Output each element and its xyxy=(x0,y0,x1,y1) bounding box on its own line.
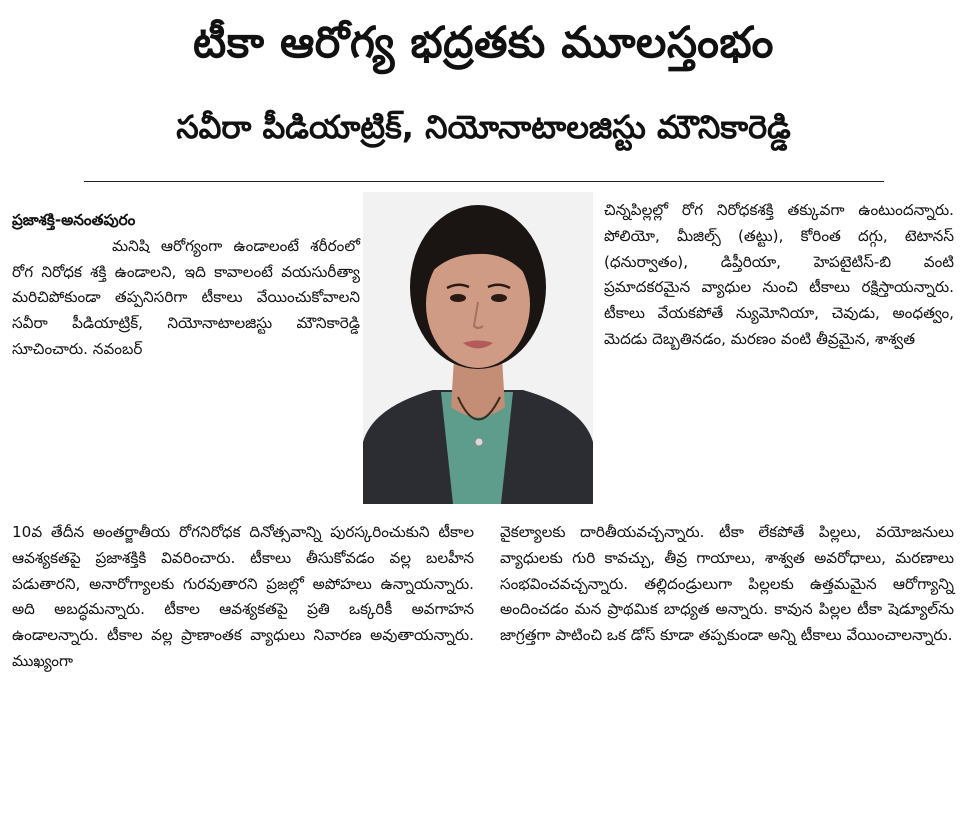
headline-divider xyxy=(84,181,884,182)
article-paragraph-right-top: చిన్నపిల్లల్లో రోగ నిరోధకశక్తి తక్కువగా ఉంటుందన్నారు. పోలియో, మీజిల్స్ (తట్టు), కోరింత దగ్గు, టెటానస్ (ధనుర్వాతం), డిప్తీరియా, హెపటైటిస్-బి వంటి ప్రమాదకరమైన వ్యాధుల నుంచి టీకాలు రక్షిస్తాయన్నారు. టీకాలు వేయకపోతే న్యుమోనియా, చెవుడు, అంధత్వం, మెదడు దెబ్బతినడం, మరణం వంటి తీవ్రమైన, శాశ్వత xyxy=(604,201,954,348)
doctor-portrait-photo xyxy=(363,192,593,504)
article-headline: టీకా ఆరోగ్య భద్రతకు మూలస్తంభం xyxy=(193,18,774,68)
article-column-left-top xyxy=(12,208,360,363)
article-column-right-top xyxy=(604,198,954,353)
article-paragraph-left-bottom: 10వ తేదీన అంతర్జాతీయ రోగనిరోధక దినోత్సవాన్ని పురస్కరించుకుని టీకాల ఆవశ్యకతపై ప్రజాశక్తికి వివరించారు. టీకాలు తీసుకోవడం వల్ల బలహీన పడుతారని, అనారోగ్యాలకు గురవుతారని ప్రజల్లో అపోహలు ఉన్నాయన్నారు. అది అబద్ధమన్నారు. టీకాల ఆవశ్యకతపై ప్రతి ఒక్కరికీ అవగాహన ఉండాలన్నారు. టీకాల వల్ల ప్రాణాంతక వ్యాధులు నివారణ అవుతాయన్నారు. ముఖ్యంగా xyxy=(12,523,474,670)
article-column-left-bottom xyxy=(12,520,474,675)
portrait-illustration xyxy=(363,192,593,504)
article-column-right-bottom xyxy=(500,520,954,649)
article-paragraph-right-bottom: వైకల్యాలకు దారితీయవచ్చన్నారు. టీకా లేకపోతే పిల్లలు, వయోజనులు వ్యాధులకు గురి కావచ్చు, తీవ్ర గాయాలు, శాశ్వత అవరోధాలు, మరణాలు సంభవించవచ్చన్నారు. తల్లిదండ్రులుగా పిల్లలకు ఉత్తమమైన ఆరోగ్యాన్ని అందించడం మన ప్రాథమిక బాధ్యత అన్నారు. కావున పిల్లల టీకా షెడ్యూల్‌ను జాగ్రత్తగా పాటించి ఒక డోస్ కూడా తప్పకుండా అన్ని టీకాలు వేయించాలన్నారు. xyxy=(500,523,954,645)
article-byline: ప్రజాశక్తి-అనంతపురం xyxy=(12,211,136,229)
article-subhead: సవీరా పీడియాట్రిక్, నియోనాటాలజిస్టు మౌనికారెడ్డి xyxy=(176,108,791,146)
article-paragraph-left-top: మనిషి ఆరోగ్యంగా ఉండాలంటే శరీరంలో రోగ నిరోధక శక్తి ఉండాలని, ఇది కావాలంటే వయసురీత్యా మరిచిపోకుండా తప్పనిసరిగా టీకాలు వేయించుకోవాలని సవీరా పీడియాట్రిక్, నియోనాటాలజిస్టు మౌనికారెడ్డి సూచించారు. నవంబర్ xyxy=(12,236,360,358)
